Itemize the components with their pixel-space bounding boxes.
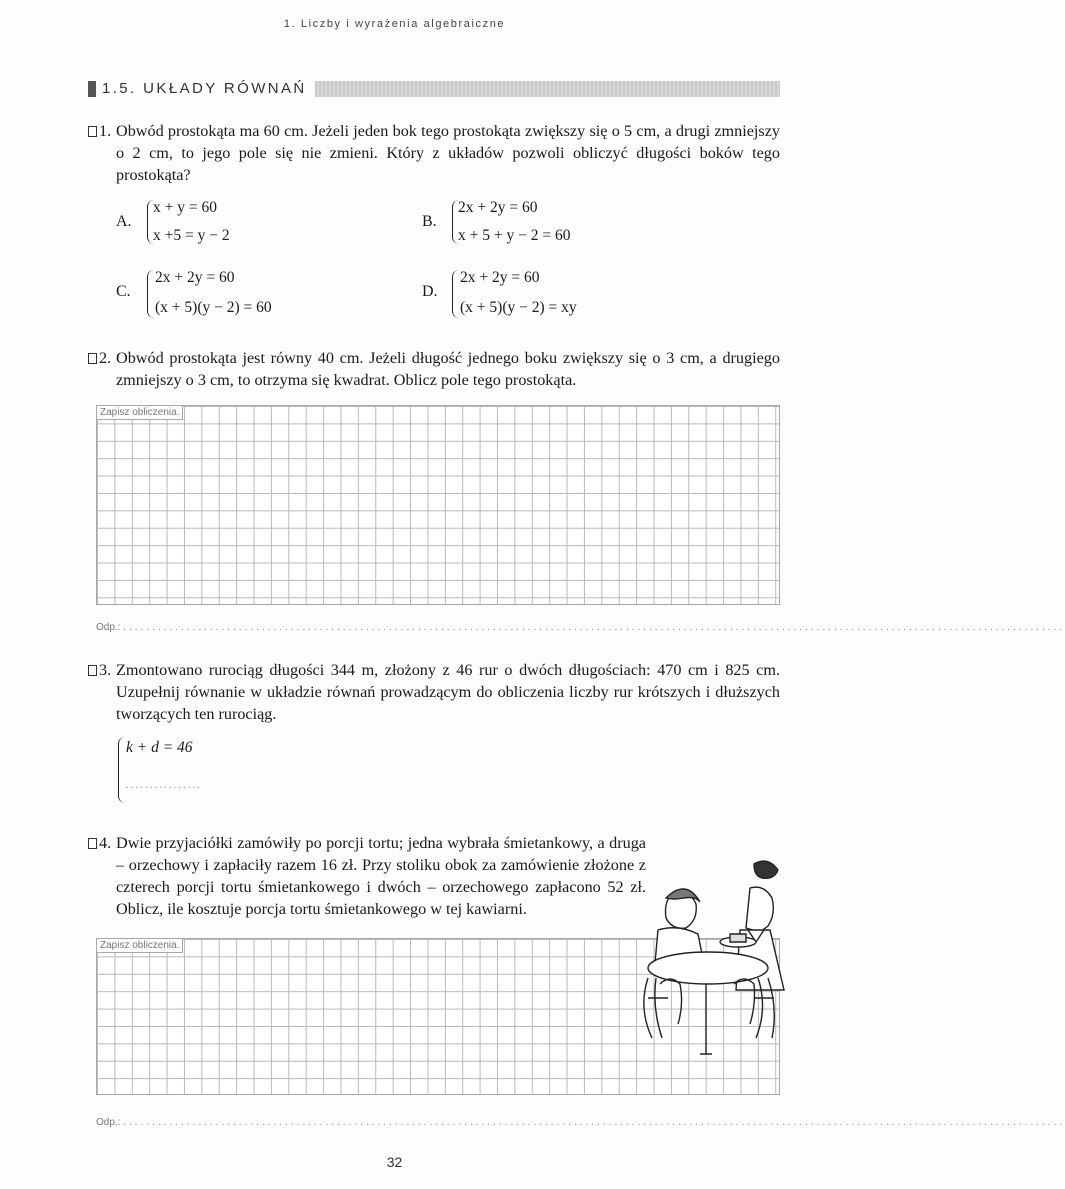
option-d-letter: D.: [422, 283, 438, 300]
task-4-answer-label: Odp.:: [96, 1117, 121, 1128]
option-b-eq2: x + 5 + y − 2 = 60: [458, 227, 571, 244]
section-bar-fill: [315, 81, 780, 97]
task-3-number: 3.: [99, 661, 112, 679]
option-d-eq1: 2x + 2y = 60: [460, 269, 540, 286]
option-c-brace: [147, 270, 154, 318]
waiter-hair: [754, 861, 778, 878]
option-c-eq2: (x + 5)(y − 2) = 60: [155, 299, 272, 316]
task-4-answer-line[interactable]: Odp.: ...................................................................................................................................................................: [96, 1117, 1065, 1128]
option-a-letter: A.: [116, 213, 132, 230]
task-2-number: 2.: [99, 349, 112, 367]
section-marker-icon: [88, 81, 96, 97]
option-c-letter: C.: [116, 283, 131, 300]
task-3-eq2-blank[interactable]: ................: [126, 779, 202, 791]
section-bar: [88, 80, 780, 97]
option-b-eq1: 2x + 2y = 60: [458, 199, 538, 216]
task-2-answer-label: Odp.:: [96, 622, 121, 633]
task-2-grid-label: Zapisz obliczenia.: [97, 406, 183, 420]
task-1-checkbox[interactable]: [88, 126, 97, 137]
task-2-answer-line[interactable]: Odp.: ...................................................................................................................................................................: [96, 622, 1065, 633]
option-b-letter: B.: [422, 213, 437, 230]
section-title: 1.5. UKŁADY RÓWNAŃ: [102, 80, 307, 97]
task-3-text: Zmontowano rurociąg długości 344 m, złożony z 46 rur o dwóch długościach: 470 cm i 825 cm. Uzupełnij równanie w układzie równań prowadzącym do obliczenia liczby rur krótszych i dłuższych tworzących ten rurociąg.: [116, 661, 780, 723]
task-4-text: Dwie przyjaciółki zamówiły po porcji tortu; jedna wybrała śmietankowy, a druga – orzechowy i zapłaciły razem 16 zł. Przy stoliku obok za zamówienie złożone z czterech porcji tortu śmietankowego i dwóch – orzechowego zapłacono 52 zł. Oblicz, ile kosztuje porcja tortu śmietankowego w tej kawiarni.: [116, 834, 646, 918]
task-2-text: Obwód prostokąta jest równy 40 cm. Jeżeli długość jednego boku zwiększy się o 3 cm, a drugiego zmniejszy o 3 cm, to otrzyma się kwadrat. Oblicz pole tego prostokąta.: [116, 349, 780, 389]
running-header: 1. Liczby i wyrażenia algebraiczne: [283, 18, 506, 30]
waiter-head: [746, 887, 773, 932]
task-4-number: 4.: [99, 834, 112, 852]
task-4-grid-label: Zapisz obliczenia.: [97, 939, 183, 953]
task-3-checkbox[interactable]: [88, 665, 97, 676]
page-number: 32: [386, 1154, 403, 1170]
task-1-text: Obwód prostokąta ma 60 cm. Jeżeli jeden bok tego prostokąta zwiększy się o 5 cm, a drugi zmniejszy o 2 cm, to jego pole się nie zmieni. Który z układów pozwoli obliczyć długości boków tego prostokąta?: [116, 122, 780, 184]
task-3-brace: [118, 737, 125, 803]
option-a-eq2: x +5 = y − 2: [153, 227, 230, 244]
task-1-number: 1.: [99, 122, 112, 140]
option-d-brace: [452, 270, 459, 318]
task-4-checkbox[interactable]: [88, 838, 97, 849]
option-c-eq1: 2x + 2y = 60: [155, 269, 235, 286]
task-3-eq1: k + d = 46: [126, 739, 193, 756]
option-a-eq1: x + y = 60: [153, 199, 217, 216]
task-2-checkbox[interactable]: [88, 353, 97, 364]
task-2-calculation-grid[interactable]: [96, 405, 780, 605]
option-d-eq2: (x + 5)(y − 2) = xy: [460, 299, 577, 316]
cafe-illustration: [630, 848, 788, 1070]
